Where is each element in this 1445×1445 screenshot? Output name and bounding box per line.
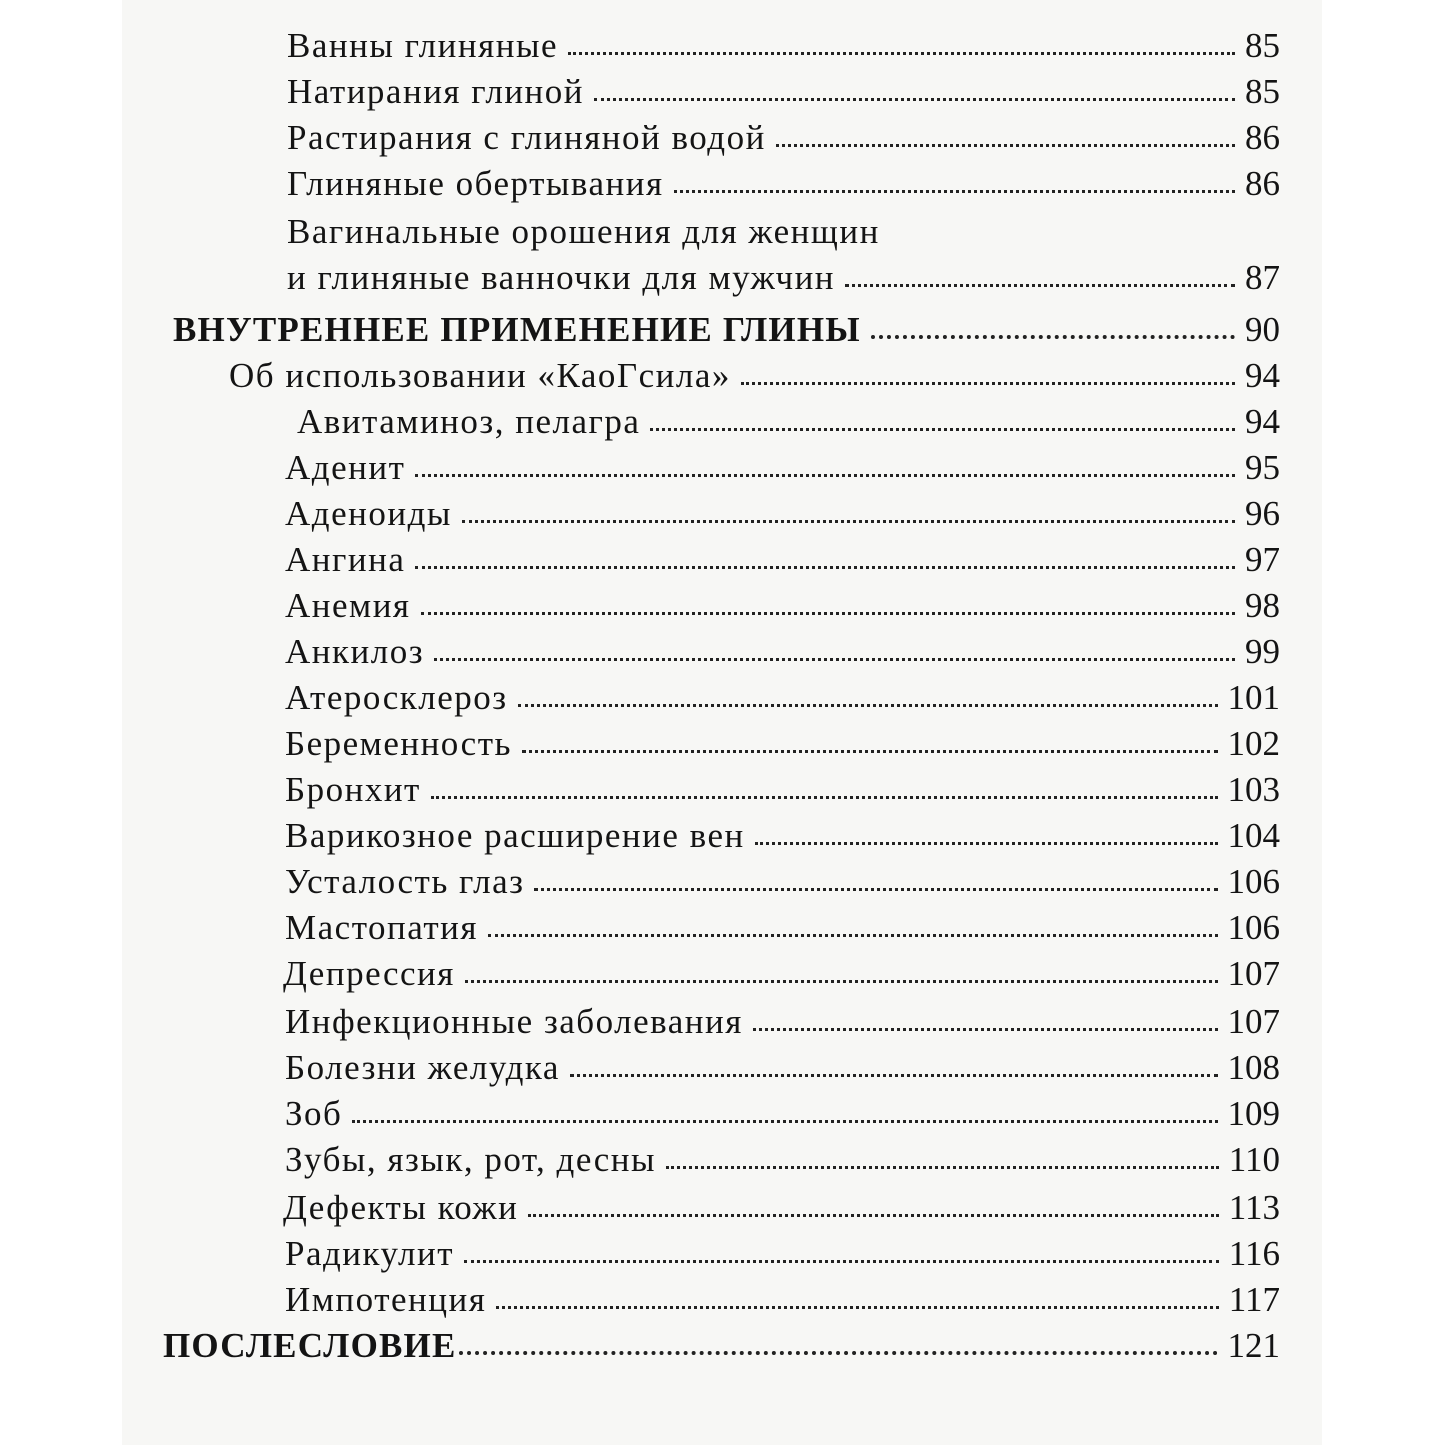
dot-leader	[594, 94, 1235, 101]
dot-leader	[568, 48, 1235, 55]
dot-leader	[431, 792, 1218, 799]
toc-entry	[285, 724, 1280, 770]
toc-entry	[285, 816, 1280, 862]
dot-leader	[741, 378, 1235, 385]
toc-entry	[287, 258, 1280, 304]
toc-entry	[285, 632, 1280, 678]
dot-leader	[650, 424, 1235, 431]
toc-section-label: ПОСЛЕСЛОВИЕ	[163, 1326, 457, 1365]
toc-entry	[285, 862, 1280, 908]
toc-entry-page: 107	[1227, 1002, 1280, 1041]
dot-leader	[459, 1347, 1218, 1355]
toc-section-heading	[163, 1326, 1280, 1372]
toc-entry	[287, 72, 1280, 118]
toc-entry-label: Ванны глиняные	[287, 26, 558, 65]
dot-leader	[496, 1302, 1218, 1309]
toc-entry	[285, 540, 1280, 586]
toc-entry-page: 86	[1245, 164, 1280, 203]
toc-entry-page: 98	[1245, 586, 1280, 625]
dot-leader	[666, 1162, 1219, 1169]
toc-entry-page: 106	[1227, 908, 1280, 947]
toc-entry-page: 85	[1245, 26, 1280, 65]
dot-leader	[753, 1024, 1218, 1031]
toc-entry-page: 97	[1245, 540, 1280, 579]
toc-entry-label: Анкилоз	[285, 632, 425, 671]
toc-entry-label: Авитаминоз, пелагра	[297, 402, 641, 441]
toc-entry	[285, 770, 1280, 816]
toc-entry-label: Натирания глиной	[287, 72, 585, 111]
toc-entry	[283, 1188, 1280, 1234]
toc-entry-page: 106	[1227, 862, 1280, 901]
toc-entry-page: 94	[1245, 356, 1280, 395]
dot-leader	[845, 280, 1235, 287]
dot-leader	[465, 976, 1218, 983]
toc-entry-page: 85	[1245, 72, 1280, 111]
toc-entry-label: и глиняные ванночки для мужчин	[287, 258, 836, 297]
toc-entry-label: Атеросклероз	[285, 678, 508, 717]
toc-entry-label: Об использовании «КаоГсила»	[229, 356, 731, 395]
toc-entry	[285, 586, 1280, 632]
toc-entry-label: Ангина	[285, 540, 406, 579]
toc-entry	[283, 954, 1280, 1000]
toc-entry	[285, 1234, 1280, 1280]
toc-section-label: ВНУТРЕННЕЕ ПРИМЕНЕНИЕ ГЛИНЫ	[173, 310, 861, 349]
toc-section-heading	[173, 310, 1280, 356]
dot-leader	[528, 1210, 1218, 1217]
toc-entry-label: Импотенция	[285, 1280, 487, 1319]
dot-leader	[522, 746, 1218, 753]
toc-entry-label: Бронхит	[285, 770, 421, 809]
toc-entry-page: 96	[1245, 494, 1280, 533]
toc-entry-page: 90	[1245, 310, 1280, 349]
dot-leader	[674, 186, 1235, 193]
toc-entry	[285, 908, 1280, 954]
toc-entry-label: Радикулит	[285, 1234, 455, 1273]
dot-leader	[755, 838, 1218, 845]
toc-entry-label: Дефекты кожи	[283, 1188, 519, 1227]
toc-entry-page: 117	[1228, 1280, 1280, 1319]
toc-entry-page: 86	[1245, 118, 1280, 157]
dot-leader	[518, 700, 1218, 707]
toc-entry-label: Аденоиды	[285, 494, 452, 533]
toc-entry-label: Усталость глаз	[285, 862, 525, 901]
toc-entry-page: 110	[1228, 1140, 1280, 1179]
dot-leader	[776, 140, 1235, 147]
dot-leader	[415, 470, 1235, 477]
toc-entry-label: Зоб	[285, 1094, 343, 1133]
dot-leader	[570, 1070, 1218, 1077]
toc-entry	[285, 1280, 1280, 1326]
toc-entry-label: Вагинальные орошения для женщин	[287, 212, 880, 251]
toc-entry-label: Глиняные обертывания	[287, 164, 664, 203]
toc-entry-label: Анемия	[285, 586, 411, 625]
toc-entry-label: Варикозное расширение вен	[285, 816, 745, 855]
toc-entry	[285, 494, 1280, 540]
toc-entry-page: 94	[1245, 402, 1280, 441]
toc-entry-page: 108	[1227, 1048, 1280, 1087]
dot-leader	[352, 1116, 1217, 1123]
toc-entry	[285, 678, 1280, 724]
toc-entry	[229, 356, 1280, 402]
toc-entry-continued	[287, 212, 1280, 258]
toc-entry	[287, 164, 1280, 210]
toc-entry-label: Растирания с глиняной водой	[287, 118, 766, 157]
dot-leader	[421, 608, 1235, 615]
toc-entry	[285, 1094, 1280, 1140]
toc-entry-label: Аденит	[285, 448, 406, 487]
toc-entry	[285, 1002, 1280, 1048]
dot-leader	[434, 654, 1235, 661]
dot-leader	[871, 331, 1235, 339]
toc-entry-label: Мастопатия	[285, 908, 479, 947]
toc-entry-page: 102	[1227, 724, 1280, 763]
toc-entry-page: 87	[1245, 258, 1280, 297]
toc-entry-page: 95	[1245, 448, 1280, 487]
toc-entry-label: Беременность	[285, 724, 512, 763]
toc-entry-page: 104	[1227, 816, 1280, 855]
toc-entry-page: 103	[1227, 770, 1280, 809]
toc-entry-label: Зубы, язык, рот, десны	[285, 1140, 657, 1179]
dot-leader	[534, 884, 1217, 891]
dot-leader	[464, 1256, 1219, 1263]
toc-entry-page: 116	[1228, 1234, 1280, 1273]
toc-entry-label: Инфекционные заболевания	[285, 1002, 743, 1041]
toc-entry	[287, 118, 1280, 164]
dot-leader	[462, 516, 1235, 523]
toc-entry-page: 107	[1227, 954, 1280, 993]
dot-leader	[415, 562, 1235, 569]
toc-entry-page: 113	[1228, 1188, 1280, 1227]
toc-entry-page: 121	[1227, 1326, 1280, 1365]
toc-entry	[287, 26, 1280, 72]
toc-entry-label: Болезни желудка	[285, 1048, 560, 1087]
toc-entry-label: Депрессия	[283, 954, 455, 993]
dot-leader	[488, 930, 1217, 937]
toc-entry-page: 99	[1245, 632, 1280, 671]
toc-entry	[285, 1048, 1280, 1094]
toc-entry	[297, 402, 1280, 448]
toc-entry-page: 101	[1227, 678, 1280, 717]
toc-entry	[285, 448, 1280, 494]
toc-entry	[285, 1140, 1280, 1186]
toc-entry-page: 109	[1227, 1094, 1280, 1133]
